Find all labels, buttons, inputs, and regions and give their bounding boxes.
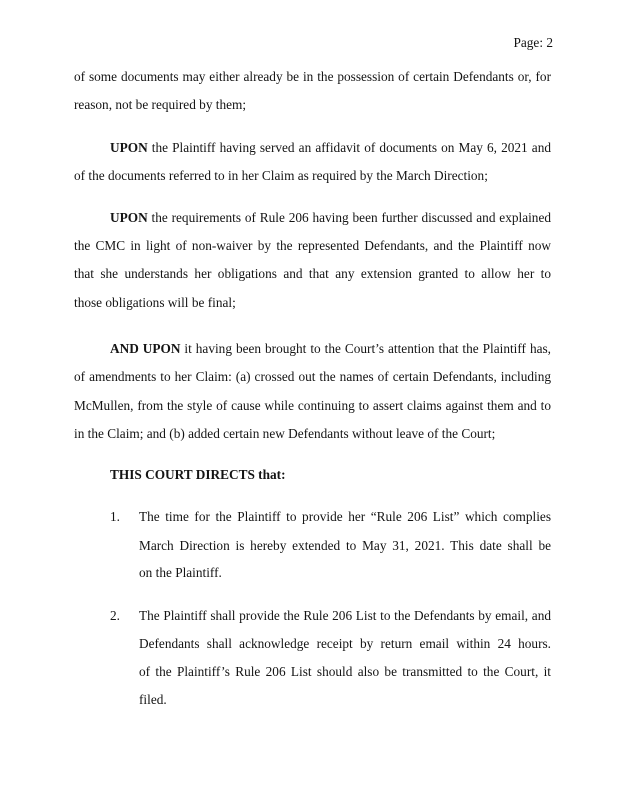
paragraph-line: those obligations will be final;	[74, 295, 236, 310]
paragraph-line: of amendments to her Claim: (a) crossed out the names of certain Defendants, including	[74, 369, 551, 384]
paragraph-line: that she understands her obligations and that any extension granted to allow her to	[74, 266, 551, 281]
directions-heading	[110, 466, 551, 484]
recital-lead: AND UPON	[110, 341, 181, 356]
item-number: 2.	[110, 608, 120, 623]
paragraph-line: of the documents referred to in her Claim as required by the March Direction;	[74, 168, 488, 183]
recital-upon-affidavit	[110, 139, 551, 157]
paragraph-line: of some documents may either already be in the possession of certain Defendants or, for	[74, 69, 551, 84]
direction-item-line: March Direction is hereby extended to May 31, 2021. This date shall be	[139, 538, 551, 553]
recital-text: the requirements of Rule 206 having been further discussed and explained	[151, 210, 551, 225]
recital-upon-rule-206	[110, 209, 551, 227]
paragraph-line: in the Claim; and (b) added certain new Defendants without leave of the Court;	[74, 426, 496, 441]
paragraph-line: reason, not be required by them;	[74, 97, 247, 112]
recital-text: it having been brought to the Court’s attention that the Plaintiff has,	[184, 341, 551, 356]
recital-lead: UPON	[110, 140, 148, 155]
recital-lead: UPON	[110, 210, 148, 225]
item-number: 1.	[110, 509, 120, 524]
recital-and-upon-amendments	[110, 340, 551, 358]
directions-heading-text: THIS COURT DIRECTS that:	[110, 467, 286, 482]
direction-item-line: The time for the Plaintiff to provide her “Rule 206 List” which complies	[139, 509, 551, 524]
recital-text: the Plaintiff having served an affidavit of documents on May 6, 2021 and	[151, 140, 551, 155]
paragraph-line: McMullen, from the style of cause while continuing to assert claims against them and to	[74, 398, 551, 413]
direction-item-line: on the Plaintiff.	[139, 565, 222, 580]
page-number: Page: 2	[513, 35, 553, 50]
direction-item-line: filed.	[139, 692, 167, 707]
paragraph-line: the CMC in light of non-waiver by the represented Defendants, and the Plaintiff now	[74, 238, 551, 253]
direction-item-line: Defendants shall acknowledge receipt by return email within 24 hours.	[139, 636, 551, 651]
direction-item-line: The Plaintiff shall provide the Rule 206 List to the Defendants by email, and	[139, 608, 551, 623]
direction-item-line: of the Plaintiff’s Rule 206 List should also be transmitted to the Court, it	[139, 664, 551, 679]
